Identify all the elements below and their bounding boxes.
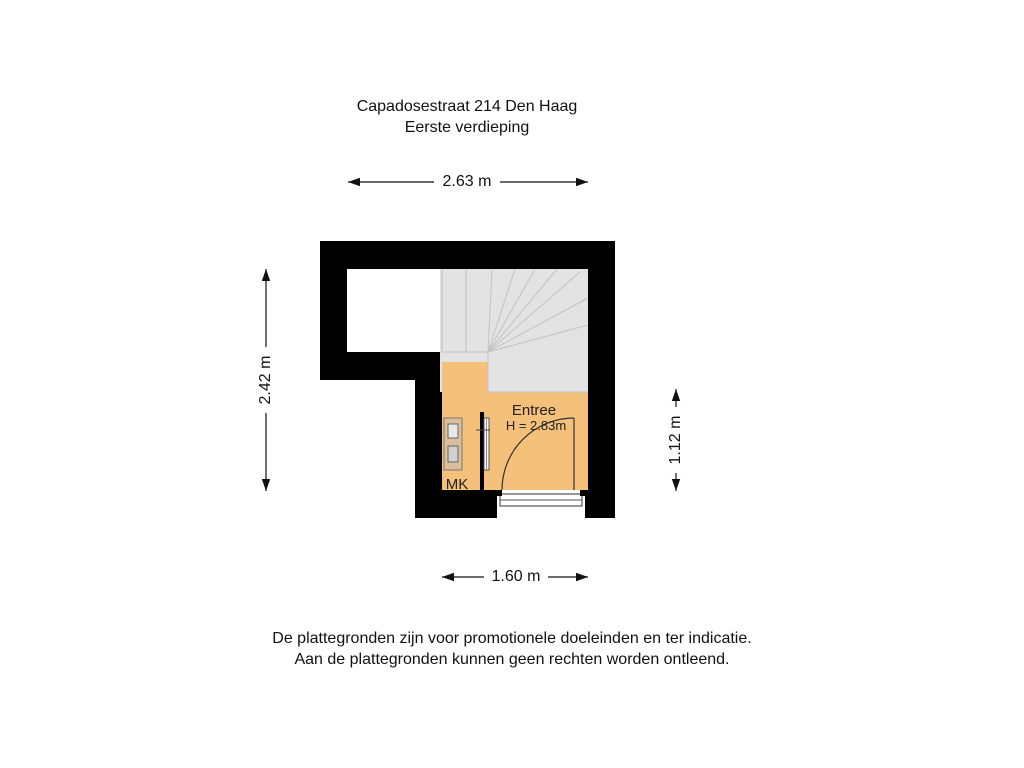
plan-address: Capadosestraat 214 Den Haag	[356, 98, 578, 115]
meter-cupboard-label: MK	[445, 476, 469, 493]
meter-equipment-icon	[444, 418, 462, 470]
void-area	[347, 269, 442, 352]
door-jamb-left	[496, 490, 502, 496]
dimension-label-left: 2.42 m	[257, 347, 275, 413]
floor-name: Eerste verdieping	[404, 119, 530, 136]
stair-landing	[488, 352, 588, 392]
dimension-label-top: 2.63 m	[434, 173, 500, 191]
room-height: H = 2.83m	[505, 418, 567, 433]
door-jamb-right	[580, 490, 586, 496]
disclaimer-line-2: Aan de plattegronden kunnen geen rechten worden ontleend.	[294, 651, 730, 668]
dimension-label-bottom: 1.60 m	[484, 568, 548, 586]
room-name: Entree	[511, 402, 557, 419]
disclaimer-line-1: De plattegronden zijn voor promotionele doeleinden en ter indicatie.	[272, 630, 752, 647]
dimension-label-right: 1.12 m	[667, 407, 685, 473]
meter-cupboard-wall	[480, 412, 484, 490]
